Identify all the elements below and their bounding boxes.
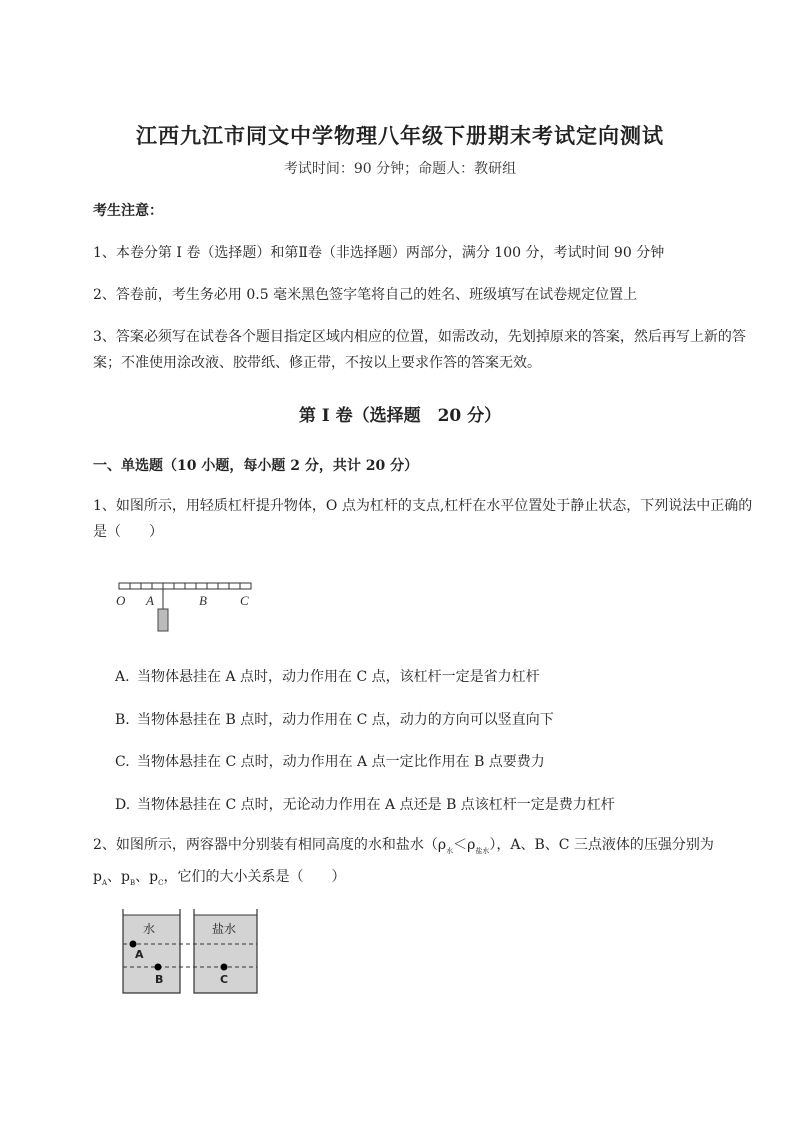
option-label: C. (115, 754, 130, 770)
notice-item-3: 3、答案必须写在试卷各个题目指定区域内相应的位置，如需改动，先划掉原来的答案，然后再写上新的答案；不准使用涂改液、胶带纸、修正带，不按以上要求作答的答案无效。 (93, 329, 746, 371)
part-heading: 一、单选题（10 小题，每小题 2 分，共计 20 分） (93, 458, 419, 474)
point-c (221, 964, 228, 971)
point-c-label: C (220, 973, 229, 986)
point-b-label: B (199, 593, 207, 608)
option-label: B. (115, 712, 130, 728)
water-label: 水 (143, 922, 156, 936)
option-text: 当物体悬挂在 B 点时，动力作用在 C 点，动力的方向可以竖直向下 (137, 712, 554, 728)
q1-option-c (115, 751, 545, 771)
option-label: D. (115, 797, 131, 813)
option-text: 当物体悬挂在 C 点时，动力作用在 A 点一定比作用在 B 点要费力 (137, 754, 545, 770)
lever-figure (110, 575, 260, 635)
point-a-label: A (146, 593, 154, 608)
containers-figure (115, 905, 265, 997)
point-o-label: O (116, 593, 126, 608)
option-text: 当物体悬挂在 A 点时，动力作用在 C 点，该杠杆一定是省力杠杆 (137, 669, 540, 685)
page-title: 江西九江市同文中学物理八年级下册期末考试定向测试 (136, 123, 664, 148)
point-a (130, 941, 137, 948)
point-b-label: B (155, 973, 164, 986)
notice-item-2: 2、答卷前，考生务必用 0.5 毫米黑色签字笔将自己的姓名、班级填写在试卷规定位置上 (93, 287, 638, 303)
q1-option-b (115, 709, 554, 729)
section-title: 第 I 卷（选择题 20 分） (298, 406, 502, 426)
q1-option-d (115, 794, 615, 814)
point-c-label: C (240, 593, 249, 608)
notice-heading: 考生注意： (93, 203, 163, 219)
option-label: A. (115, 669, 130, 685)
notice-item-1: 1、本卷分第 I 卷（选择题）和第Ⅱ卷（非选择题）两部分，满分 100 分，考试时间 90 分钟 (93, 245, 665, 261)
brine-label: 盐水 (212, 922, 237, 936)
question-1-stem: 1、如图所示，用轻质杠杆提升物体，O 点为杠杆的支点,杠杆在水平位置处于静止状态，下列说法中正确的是（ ） (93, 498, 753, 540)
exam-info: 考试时间：90 分钟；命题人：教研组 (283, 161, 517, 177)
option-text: 当物体悬挂在 C 点时，无论动力作用在 A 点还是 B 点该杠杆一定是费力杠杆 (137, 797, 615, 813)
point-a-label: A (135, 948, 144, 961)
question-2-stem: 2、如图所示，两容器中分别装有相同高度的水和盐水$(\rho_水<\rho_{盐水})$，A、B、C 三点液体的压强分别为 $p_A$、$p_B$、$p_C$，它们的大小关系是（ ） (93, 837, 714, 887)
q1-option-a (115, 666, 540, 686)
point-b (155, 964, 162, 971)
hanging-weight (158, 609, 168, 631)
